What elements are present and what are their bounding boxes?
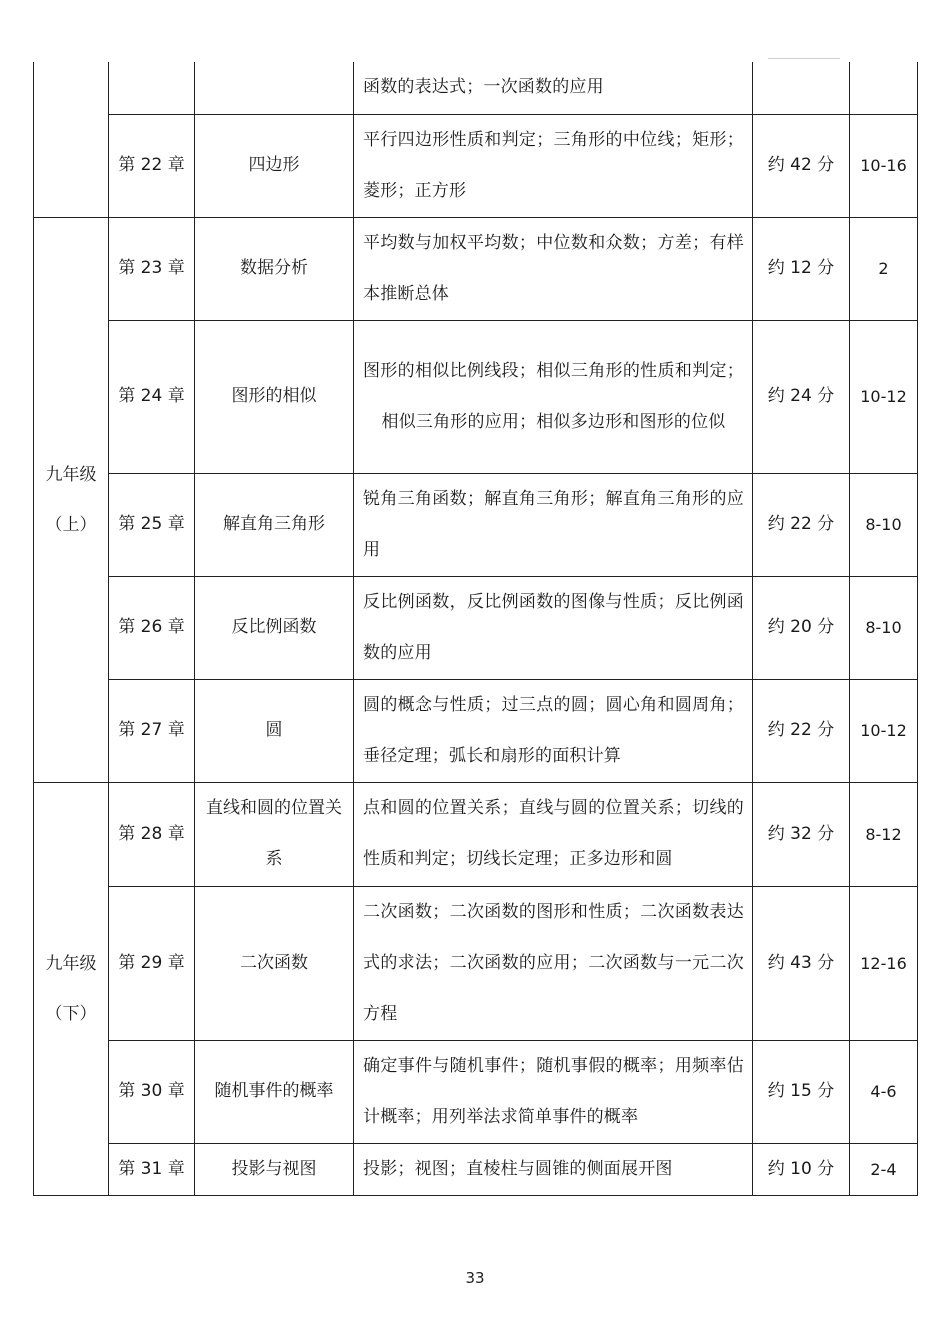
score-cell: 10-12 — [850, 320, 918, 473]
title-cell — [195, 782, 354, 886]
content-cell: 投影；视图；直棱柱与圆锥的侧面展开图 — [354, 1143, 753, 1195]
table-row — [34, 1143, 918, 1195]
score-cell: 8-10 — [850, 473, 918, 576]
score-cell — [850, 62, 918, 114]
time-cell: 约 24 分 — [753, 320, 850, 473]
grade-label: 九年级（上） — [45, 464, 97, 535]
scratch-mark — [768, 58, 840, 59]
score-cell: 8-12 — [850, 782, 918, 886]
content-cell: 平行四边形性质和判定；三角形的中位线；矩形；菱形；正方形 — [354, 114, 753, 217]
content-cell: 二次函数；二次函数的图形和性质；二次函数表达式的求法；二次函数的应用；二次函数与一元二次方程 — [354, 886, 753, 1040]
title-cell — [195, 62, 354, 114]
time-cell: 约 43 分 — [753, 886, 850, 1040]
content-cell — [354, 782, 753, 886]
chapter-cell: 第 26 章 — [109, 576, 195, 679]
content-cell: 图形的相似比例线段；相似三角形的性质和判定；相似三角形的应用；相似多边形和图形的位似 — [354, 320, 753, 473]
title-cell: 图形的相似 — [195, 320, 354, 473]
content-cell: 函数的表达式；一次函数的应用 — [354, 62, 753, 114]
time-cell: 约 10 分 — [753, 1143, 850, 1195]
grade-cell — [34, 782, 109, 1195]
title-cell: 解直角三角形 — [195, 473, 354, 576]
chapter-cell: 第 25 章 — [109, 473, 195, 576]
grade-cell — [34, 217, 109, 782]
time-cell: 约 22 分 — [753, 679, 850, 782]
chapter-cell: 第 24 章 — [109, 320, 195, 473]
content-text: 点和圆的位置关系；直线与圆的位置关系；切线的性质和判定；切线长定理；正多边形和圆 — [363, 798, 744, 869]
score-cell: 2 — [850, 217, 918, 320]
page-number: 33 — [465, 1269, 485, 1287]
title-cell: 四边形 — [195, 114, 354, 217]
title-cell: 反比例函数 — [195, 576, 354, 679]
time-cell: 约 42 分 — [753, 114, 850, 217]
time-cell: 约 15 分 — [753, 1040, 850, 1143]
score-cell: 8-10 — [850, 576, 918, 679]
title-cell: 数据分析 — [195, 217, 354, 320]
table-row — [34, 62, 918, 114]
score-cell: 2-4 — [850, 1143, 918, 1195]
time-cell: 约 12 分 — [753, 217, 850, 320]
table-row — [34, 679, 918, 782]
content-cell: 锐角三角函数；解直角三角形；解直角三角形的应用 — [354, 473, 753, 576]
chapter-cell: 第 28 章 — [109, 782, 195, 886]
score-cell: 10-16 — [850, 114, 918, 217]
title-cell: 投影与视图 — [195, 1143, 354, 1195]
chapter-cell: 第 27 章 — [109, 679, 195, 782]
table-row — [34, 1040, 918, 1143]
chapter-cell: 第 30 章 — [109, 1040, 195, 1143]
title-cell: 随机事件的概率 — [195, 1040, 354, 1143]
table-row — [34, 576, 918, 679]
title-cell: 圆 — [195, 679, 354, 782]
grade-label: 九年级（下） — [45, 953, 97, 1024]
content-cell: 圆的概念与性质；过三点的圆；圆心角和圆周角；垂径定理；弧长和扇形的面积计算 — [354, 679, 753, 782]
chapter-cell: 第 23 章 — [109, 217, 195, 320]
content-cell: 确定事件与随机事件；随机事假的概率；用频率估计概率；用列举法求简单事件的概率 — [354, 1040, 753, 1143]
score-cell: 4-6 — [850, 1040, 918, 1143]
chapter-cell: 第 22 章 — [109, 114, 195, 217]
chapter-cell — [109, 62, 195, 114]
time-cell — [753, 62, 850, 114]
table-row — [34, 320, 918, 473]
content-cell: 反比例函数，反比例函数的图像与性质；反比例函数的应用 — [354, 576, 753, 679]
title-cell: 二次函数 — [195, 886, 354, 1040]
table-row — [34, 473, 918, 576]
time-cell: 约 22 分 — [753, 473, 850, 576]
score-cell: 12-16 — [850, 886, 918, 1040]
score-cell: 10-12 — [850, 679, 918, 782]
chapter-cell: 第 31 章 — [109, 1143, 195, 1195]
table-row — [34, 217, 918, 320]
time-cell: 约 20 分 — [753, 576, 850, 679]
syllabus-table — [33, 62, 918, 1196]
table-row — [34, 782, 918, 886]
chapter-cell: 第 29 章 — [109, 886, 195, 1040]
grade-cell — [34, 62, 109, 217]
time-cell: 约 32 分 — [753, 782, 850, 886]
title-text: 直线和圆的位置关系 — [206, 798, 342, 869]
content-cell: 平均数与加权平均数；中位数和众数；方差；有样本推断总体 — [354, 217, 753, 320]
table-row — [34, 114, 918, 217]
table-row — [34, 886, 918, 1040]
